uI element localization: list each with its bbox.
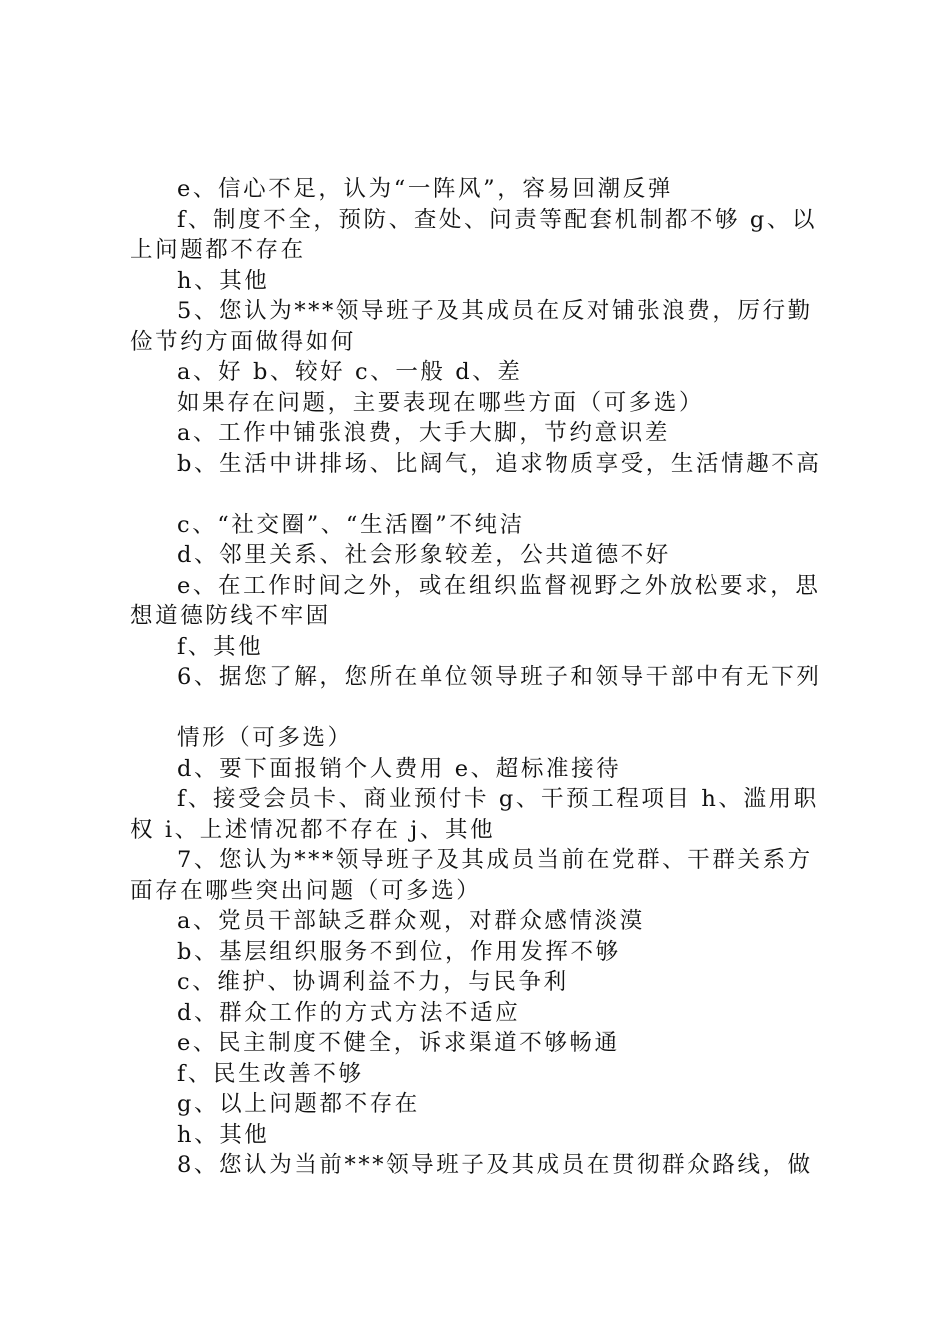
text-line: d、邻里关系、社会形象较差，公共道德不好	[177, 542, 671, 568]
text-line: b、基层组织服务不到位，作用发挥不够	[177, 938, 621, 965]
text-line: e、信心不足，认为“一阵风”，容易回潮反弹	[177, 176, 673, 202]
text-line: c、“社交圈”、“生活圈”不纯洁	[177, 511, 525, 538]
document-body	[130, 174, 832, 1181]
text-line: h、其他	[177, 1121, 270, 1148]
text-line: 情形（可多选）	[177, 725, 353, 751]
text-line: b、生活中讲排场、比阔气，追求物质享受，生活情趣不高	[177, 450, 822, 477]
text-line: f、制度不全，预防、查处、问责等配套机制都不够 g、以	[177, 206, 818, 233]
text-line: f、其他	[177, 633, 264, 660]
text-line: 想道德防线不牢固	[130, 603, 331, 629]
text-line: e、民主制度不健全，诉求渠道不够畅通	[177, 1030, 620, 1056]
text-line: d、群众工作的方式方法不适应	[177, 999, 521, 1026]
text-line: 俭节约方面做得如何	[130, 328, 356, 355]
text-line: 7、您认为***领导班子及其成员当前在党群、干群关系方	[177, 847, 813, 873]
text-line: a、党员干部缺乏群众观，对群众感情淡漠	[177, 908, 645, 934]
text-line: d、要下面报销个人费用 e、超标准接待	[177, 755, 622, 782]
blank-line	[130, 693, 832, 724]
text-line: 5、您认为***领导班子及其成员在反对铺张浪费，厉行勤	[177, 298, 813, 324]
text-line: c、维护、协调利益不力，与民争利	[177, 969, 569, 995]
text-line: a、工作中铺张浪费，大手大脚，节约意识差	[177, 420, 670, 446]
text-line: h、其他	[177, 267, 270, 294]
text-line: 如果存在问题，主要表现在哪些方面（可多选）	[177, 389, 705, 416]
blank-line	[130, 479, 832, 510]
text-line: 6、据您了解，您所在单位领导班子和领导干部中有无下列	[177, 664, 822, 690]
text-line: 8、您认为当前***领导班子及其成员在贯彻群众路线，做	[177, 1152, 813, 1178]
text-line: 上问题都不存在	[130, 237, 306, 263]
text-line: f、接受会员卡、商业预付卡 g、干预工程项目 h、滥用职	[177, 786, 819, 812]
text-line: a、好 b、较好 c、一般 d、差	[177, 359, 523, 385]
text-line: 面存在哪些突出问题（可多选）	[130, 877, 482, 904]
text-line: f、民生改善不够	[177, 1060, 364, 1087]
text-line: g、以上问题都不存在	[177, 1091, 420, 1117]
text-line: 权 i、上述情况都不存在 j、其他	[130, 816, 496, 843]
text-line: e、在工作时间之外，或在组织监督视野之外放松要求，思	[177, 572, 821, 599]
